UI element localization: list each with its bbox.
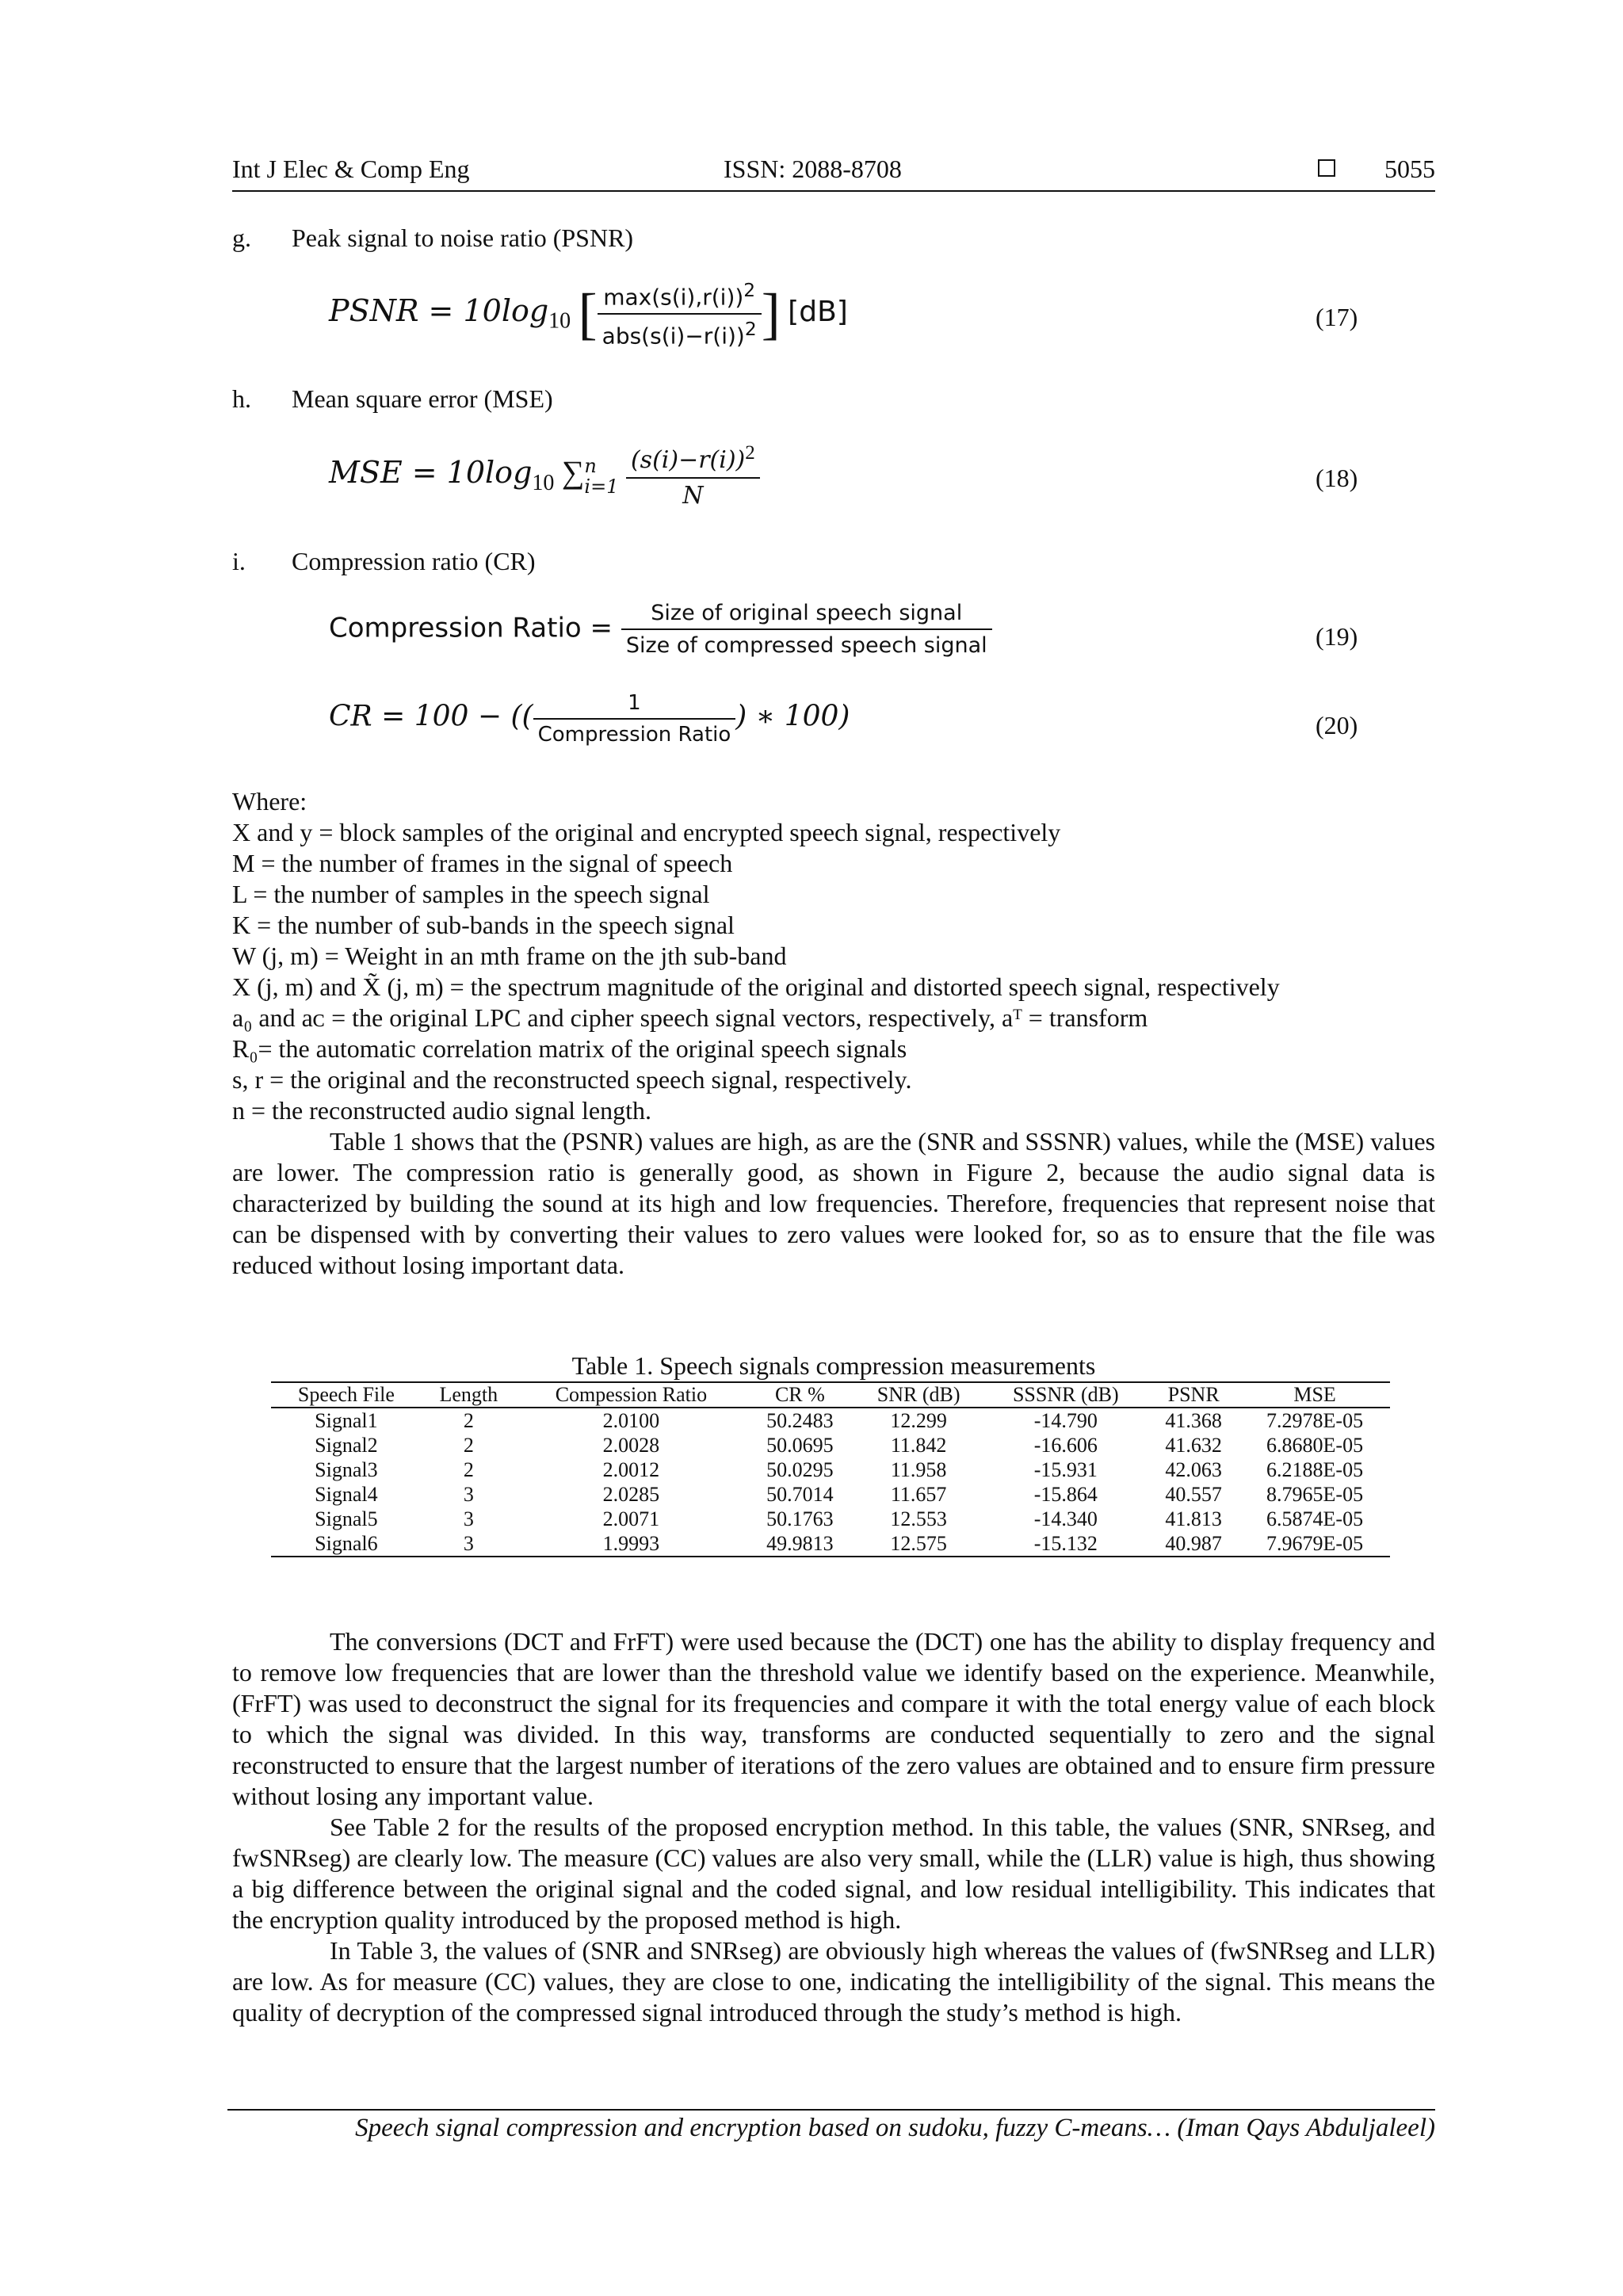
table-cell: 2 bbox=[463, 1408, 474, 1432]
table-cell: Signal4 bbox=[315, 1482, 378, 1506]
paragraph-table3-discussion: In Table 3, the values of (SNR and SNRseg) are obviously high whereas the values of (fwSNRseg and LLR) are low. As for measure (CC) values, they are close to one, indicating the intelligibility of the signal. This means the quality of decryption of the compressed signal introduced through the study’s method is high. bbox=[232, 1936, 1435, 2027]
equation-number-20: (20) bbox=[1316, 711, 1358, 739]
table-cell: 2.0028 bbox=[602, 1433, 660, 1457]
definition-line: L = the number of samples in the speech signal bbox=[232, 880, 710, 908]
psnr-num-exp: 2 bbox=[743, 279, 756, 301]
running-footer: Speech signal compression and encryption based on sudoku, fuzzy C-means… (Iman Qays Abduljaleel) bbox=[355, 2114, 1435, 2142]
definition-line: R₀= the automatic correlation matrix of the original speech signals bbox=[232, 1034, 907, 1063]
paragraph-table1-discussion: Table 1 shows that the (PSNR) values are high, as are the (SNR and SSSNR) values, while the (MSE) values are lower. The compression ratio is generally good, as shown in Figure 2, because the audio signal data is characterized by building the sound at its high and low frequencies. Therefore, frequencies that represent noise that can be dispensed with by converting their values to zero values were looked for, so as to ensure that the file was reduced without losing important data. bbox=[232, 1127, 1435, 1279]
measure-title-cr: Compression ratio (CR) bbox=[292, 547, 536, 575]
sum-upper: n bbox=[584, 454, 597, 477]
table-cell: 2.0100 bbox=[602, 1408, 660, 1432]
table-cell: -14.790 bbox=[1033, 1408, 1098, 1432]
equation-psnr bbox=[329, 279, 848, 350]
table-cell: 12.553 bbox=[890, 1507, 947, 1530]
table-row bbox=[271, 1507, 1390, 1531]
equation-cr bbox=[329, 691, 850, 747]
table-header-row bbox=[271, 1382, 1390, 1408]
psnr-lhs: PSNR = 10log bbox=[329, 293, 549, 329]
table-cell: 6.2188E-05 bbox=[1266, 1457, 1364, 1481]
square-bullet-icon bbox=[1318, 159, 1335, 177]
equation-number-19: (19) bbox=[1316, 622, 1358, 651]
table-cell: 6.5874E-05 bbox=[1266, 1507, 1364, 1530]
column-header: CR % bbox=[747, 1382, 854, 1408]
header-rule bbox=[232, 190, 1435, 192]
table-cell: Signal1 bbox=[315, 1408, 378, 1432]
table-cell: 3 bbox=[463, 1482, 474, 1506]
table-cell: Signal2 bbox=[315, 1433, 378, 1457]
table-cell: 2.0071 bbox=[602, 1507, 660, 1530]
table-cell: 2.0012 bbox=[602, 1457, 660, 1481]
psnr-denominator: abs(s(i)−r(i)) bbox=[601, 323, 745, 350]
table-cell: -16.606 bbox=[1033, 1433, 1098, 1457]
table-cell: 41.632 bbox=[1165, 1433, 1222, 1457]
cr-denominator: Compression Ratio bbox=[537, 723, 731, 747]
journal-name: Int J Elec & Comp Eng bbox=[232, 155, 470, 183]
sum-lower: i=1 bbox=[584, 475, 619, 498]
definition-line: M = the number of frames in the signal of speech bbox=[232, 849, 733, 877]
cr-numerator: 1 bbox=[533, 691, 736, 720]
psnr-unit: [dB] bbox=[788, 296, 848, 329]
definition-line: X (j, m) and X̃ (j, m) = the spectrum magnitude of the original and distorted speech signal, respectively bbox=[232, 972, 1280, 1001]
table-cell: -15.864 bbox=[1033, 1482, 1098, 1506]
psnr-fraction bbox=[598, 279, 762, 350]
table-cell: 7.2978E-05 bbox=[1266, 1408, 1364, 1432]
cr-lhs: CR = 100 − (( bbox=[329, 700, 533, 733]
issn: ISSN: 2088-8708 bbox=[724, 155, 902, 183]
table-row bbox=[271, 1482, 1390, 1507]
variable-definitions bbox=[232, 786, 1280, 1126]
table-cell: 11.657 bbox=[890, 1482, 947, 1506]
table-cell: 12.299 bbox=[890, 1408, 947, 1432]
mse-denominator: N bbox=[682, 482, 704, 510]
table-cell: 7.9679E-05 bbox=[1239, 1531, 1390, 1557]
column-header: SSSNR (dB) bbox=[983, 1382, 1148, 1408]
table-cell: 40.987 bbox=[1148, 1531, 1239, 1557]
paragraph-table2-discussion: See Table 2 for the results of the proposed encryption method. In this table, the values (SNR, SNRseg, and fwSNRseg) are clearly low. The measure (CC) values are also very small, while the (LLR) value is high, thus showing a big difference between the original signal and the coded signal, and low residual intelligibility. This indicates that the encryption quality introduced by the proposed method is high. bbox=[232, 1813, 1435, 1934]
compression-ratio-denominator: Size of compressed speech signal bbox=[625, 633, 987, 658]
left-bracket: [ bbox=[578, 281, 598, 346]
compression-ratio-numerator: Size of original speech signal bbox=[621, 601, 992, 630]
table-cell: 50.7014 bbox=[766, 1482, 834, 1506]
body-paragraph bbox=[232, 1126, 1435, 1281]
column-header: PSNR bbox=[1148, 1382, 1239, 1408]
measure-letter-i: i. bbox=[232, 547, 246, 575]
column-header: Length bbox=[422, 1382, 516, 1408]
column-header: SNR (dB) bbox=[854, 1382, 984, 1408]
table-cell: 41.368 bbox=[1165, 1408, 1222, 1432]
equation-compression-ratio bbox=[329, 601, 992, 658]
measure-letter-h: h. bbox=[232, 384, 251, 413]
equation-mse bbox=[329, 442, 760, 510]
equation-number-17: (17) bbox=[1316, 303, 1358, 331]
table-cell: 50.2483 bbox=[766, 1408, 834, 1432]
compression-ratio-fraction bbox=[621, 601, 992, 658]
table-cell: 50.0695 bbox=[766, 1433, 834, 1457]
cr-fraction bbox=[533, 691, 736, 747]
table-cell: 12.575 bbox=[854, 1531, 984, 1557]
table-cell: Signal3 bbox=[315, 1457, 378, 1481]
table-row bbox=[271, 1531, 1390, 1557]
measure-title-psnr: Peak signal to noise ratio (PSNR) bbox=[292, 223, 634, 252]
table-cell: 49.9813 bbox=[747, 1531, 854, 1557]
paragraph-dct-frft: The conversions (DCT and FrFT) were used because the (DCT) one has the ability to display frequency and to remove low frequencies that are lower than the threshold value we identify based on the experience. Meanwhile, (FrFT) was used to deconstruct the signal for its frequencies and compare it with the total energy value of each block to which the signal was divided. In this way, transforms are conducted sequentially to zero and the signal reconstructed to ensure that the largest number of iterations of the zero values are obtained and to ensure firm pressure without losing any important value. bbox=[232, 1627, 1435, 1810]
mse-num-exp: 2 bbox=[745, 442, 755, 464]
definition-line: s, r = the original and the reconstructed speech signal, respectively. bbox=[232, 1065, 912, 1094]
definition-line: X and y = block samples of the original and encrypted speech signal, respectively bbox=[232, 818, 1061, 846]
equation-number-18: (18) bbox=[1316, 464, 1358, 492]
table-cell: 6.8680E-05 bbox=[1266, 1433, 1364, 1457]
table-caption: Table 1. Speech signals compression measurements bbox=[571, 1351, 1096, 1380]
table-cell: Signal6 bbox=[271, 1531, 422, 1557]
table-cell: -15.132 bbox=[983, 1531, 1148, 1557]
column-header: Compession Ratio bbox=[516, 1382, 747, 1408]
table-row bbox=[271, 1457, 1390, 1482]
column-header: Speech File bbox=[271, 1382, 422, 1408]
definition-line: a₀ and aᴄ = the original LPC and cipher speech signal vectors, respectively, aᵀ = transform bbox=[232, 1003, 1148, 1032]
psnr-numerator: max(s(i),r(i)) bbox=[603, 284, 744, 311]
body-paragraphs bbox=[232, 1626, 1435, 2028]
table-cell: 11.958 bbox=[890, 1457, 947, 1481]
psnr-den-exp: 2 bbox=[744, 318, 757, 341]
mse-numerator: (s(i)−r(i)) bbox=[630, 446, 746, 474]
table-cell: 3 bbox=[463, 1507, 474, 1530]
table-row bbox=[271, 1408, 1390, 1433]
column-header: MSE bbox=[1239, 1382, 1390, 1408]
mse-fraction bbox=[626, 442, 760, 510]
compression-ratio-lhs: Compression Ratio = bbox=[329, 612, 613, 644]
table-cell: 1.9993 bbox=[516, 1531, 747, 1557]
table-cell: 42.063 bbox=[1165, 1457, 1222, 1481]
table-cell: 41.813 bbox=[1165, 1507, 1222, 1530]
table-cell: 2 bbox=[463, 1457, 474, 1481]
table-cell: 11.842 bbox=[890, 1433, 947, 1457]
compression-measurements-table bbox=[271, 1381, 1390, 1557]
table-cell: -14.340 bbox=[1033, 1507, 1098, 1530]
table-cell: 2 bbox=[463, 1433, 474, 1457]
sum-icon: ∑ bbox=[561, 454, 585, 491]
footer-rule bbox=[227, 2109, 1435, 2111]
table-row bbox=[271, 1433, 1390, 1457]
definition-line: W (j, m) = Weight in an mth frame on the jth sub-band bbox=[232, 942, 787, 970]
table-cell: 50.0295 bbox=[766, 1457, 834, 1481]
measure-title-mse: Mean square error (MSE) bbox=[292, 384, 553, 413]
table-cell: -15.931 bbox=[1033, 1457, 1098, 1481]
table-cell: 8.7965E-05 bbox=[1266, 1482, 1364, 1506]
cr-rhs: ) ∗ 100) bbox=[735, 700, 850, 733]
table-cell: Signal5 bbox=[315, 1507, 378, 1530]
mse-lhs: MSE = 10log bbox=[329, 455, 533, 491]
definition-line: n = the reconstructed audio signal length. bbox=[232, 1096, 652, 1125]
definition-line: Where: bbox=[232, 787, 307, 816]
psnr-log-base: 10 bbox=[548, 308, 571, 334]
right-bracket: ] bbox=[761, 281, 781, 346]
page-number: 5055 bbox=[1384, 155, 1435, 183]
running-header bbox=[232, 155, 1435, 189]
table-cell: 2.0285 bbox=[602, 1482, 660, 1506]
table-cell: 50.1763 bbox=[766, 1507, 834, 1530]
definition-line: K = the number of sub-bands in the speech signal bbox=[232, 911, 735, 939]
mse-log-base: 10 bbox=[532, 470, 555, 495]
table-cell: 3 bbox=[422, 1531, 516, 1557]
measure-letter-g: g. bbox=[232, 223, 251, 252]
table-cell: 40.557 bbox=[1165, 1482, 1222, 1506]
